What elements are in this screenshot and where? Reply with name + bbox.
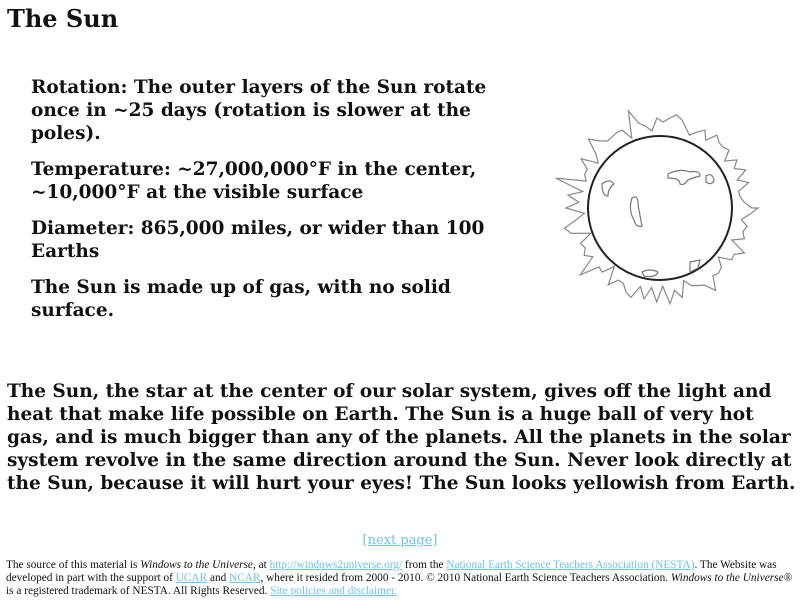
footer-text: , at (252, 559, 270, 571)
sun-disk (588, 136, 732, 280)
sun-facts (31, 76, 511, 335)
fact-diameter: Diameter: 865,000 miles, or wider than 100 Earths (31, 218, 485, 262)
fact-temperature: Temperature: ~27,000,000°F in the center, ~10,000°F at the visible surface (31, 159, 477, 203)
sun-illustration (550, 100, 770, 330)
next-page-link[interactable]: [next page] (362, 533, 438, 548)
ncar-link[interactable]: NCAR (229, 572, 261, 584)
fact-gas: The Sun is made up of gas, with no solid surface. (31, 277, 451, 321)
footer-text: from the (402, 559, 447, 571)
footer-text: is a registered trademark of NESTA. All Rights Reserved. (6, 585, 271, 597)
fact-rotation: Rotation: The outer layers of the Sun rotate once in ~25 days (rotation is slower at the poles). (31, 77, 487, 144)
footer-text: , where it resided from 2000 - 2010. © 2010 National Earth Science Teachers Association. (260, 572, 671, 584)
sun-description: The Sun, the star at the center of our solar system, gives off the light and heat that make life possible on Earth. The Sun is a huge ball of very hot gas, and is much bigger than any of the planets. All the planets in the solar system revolve in the same direction around the Sun. Never look directly at the Sun, because it will hurt your eyes! The Sun looks yellowish from Earth. (7, 381, 796, 494)
footer-w2u: Windows to the Universe (140, 559, 253, 571)
page-title: The Sun (7, 4, 119, 33)
site-policies-link[interactable]: Site policies and disclaimer. (270, 585, 397, 597)
nesta-link[interactable]: National Earth Science Teachers Association (NESTA) (446, 559, 695, 571)
footer-credits (6, 559, 796, 598)
footer-text: The source of this material is (6, 559, 141, 571)
w2u-url-link[interactable]: http://windows2universe.org/ (269, 559, 403, 571)
footer-w2u-trademark: Windows to the Universe® (670, 572, 793, 584)
footer-text: . The Website was developed in part with the support of (6, 559, 777, 584)
ucar-link[interactable]: UCAR (175, 572, 208, 584)
footer-text: and (207, 572, 230, 584)
